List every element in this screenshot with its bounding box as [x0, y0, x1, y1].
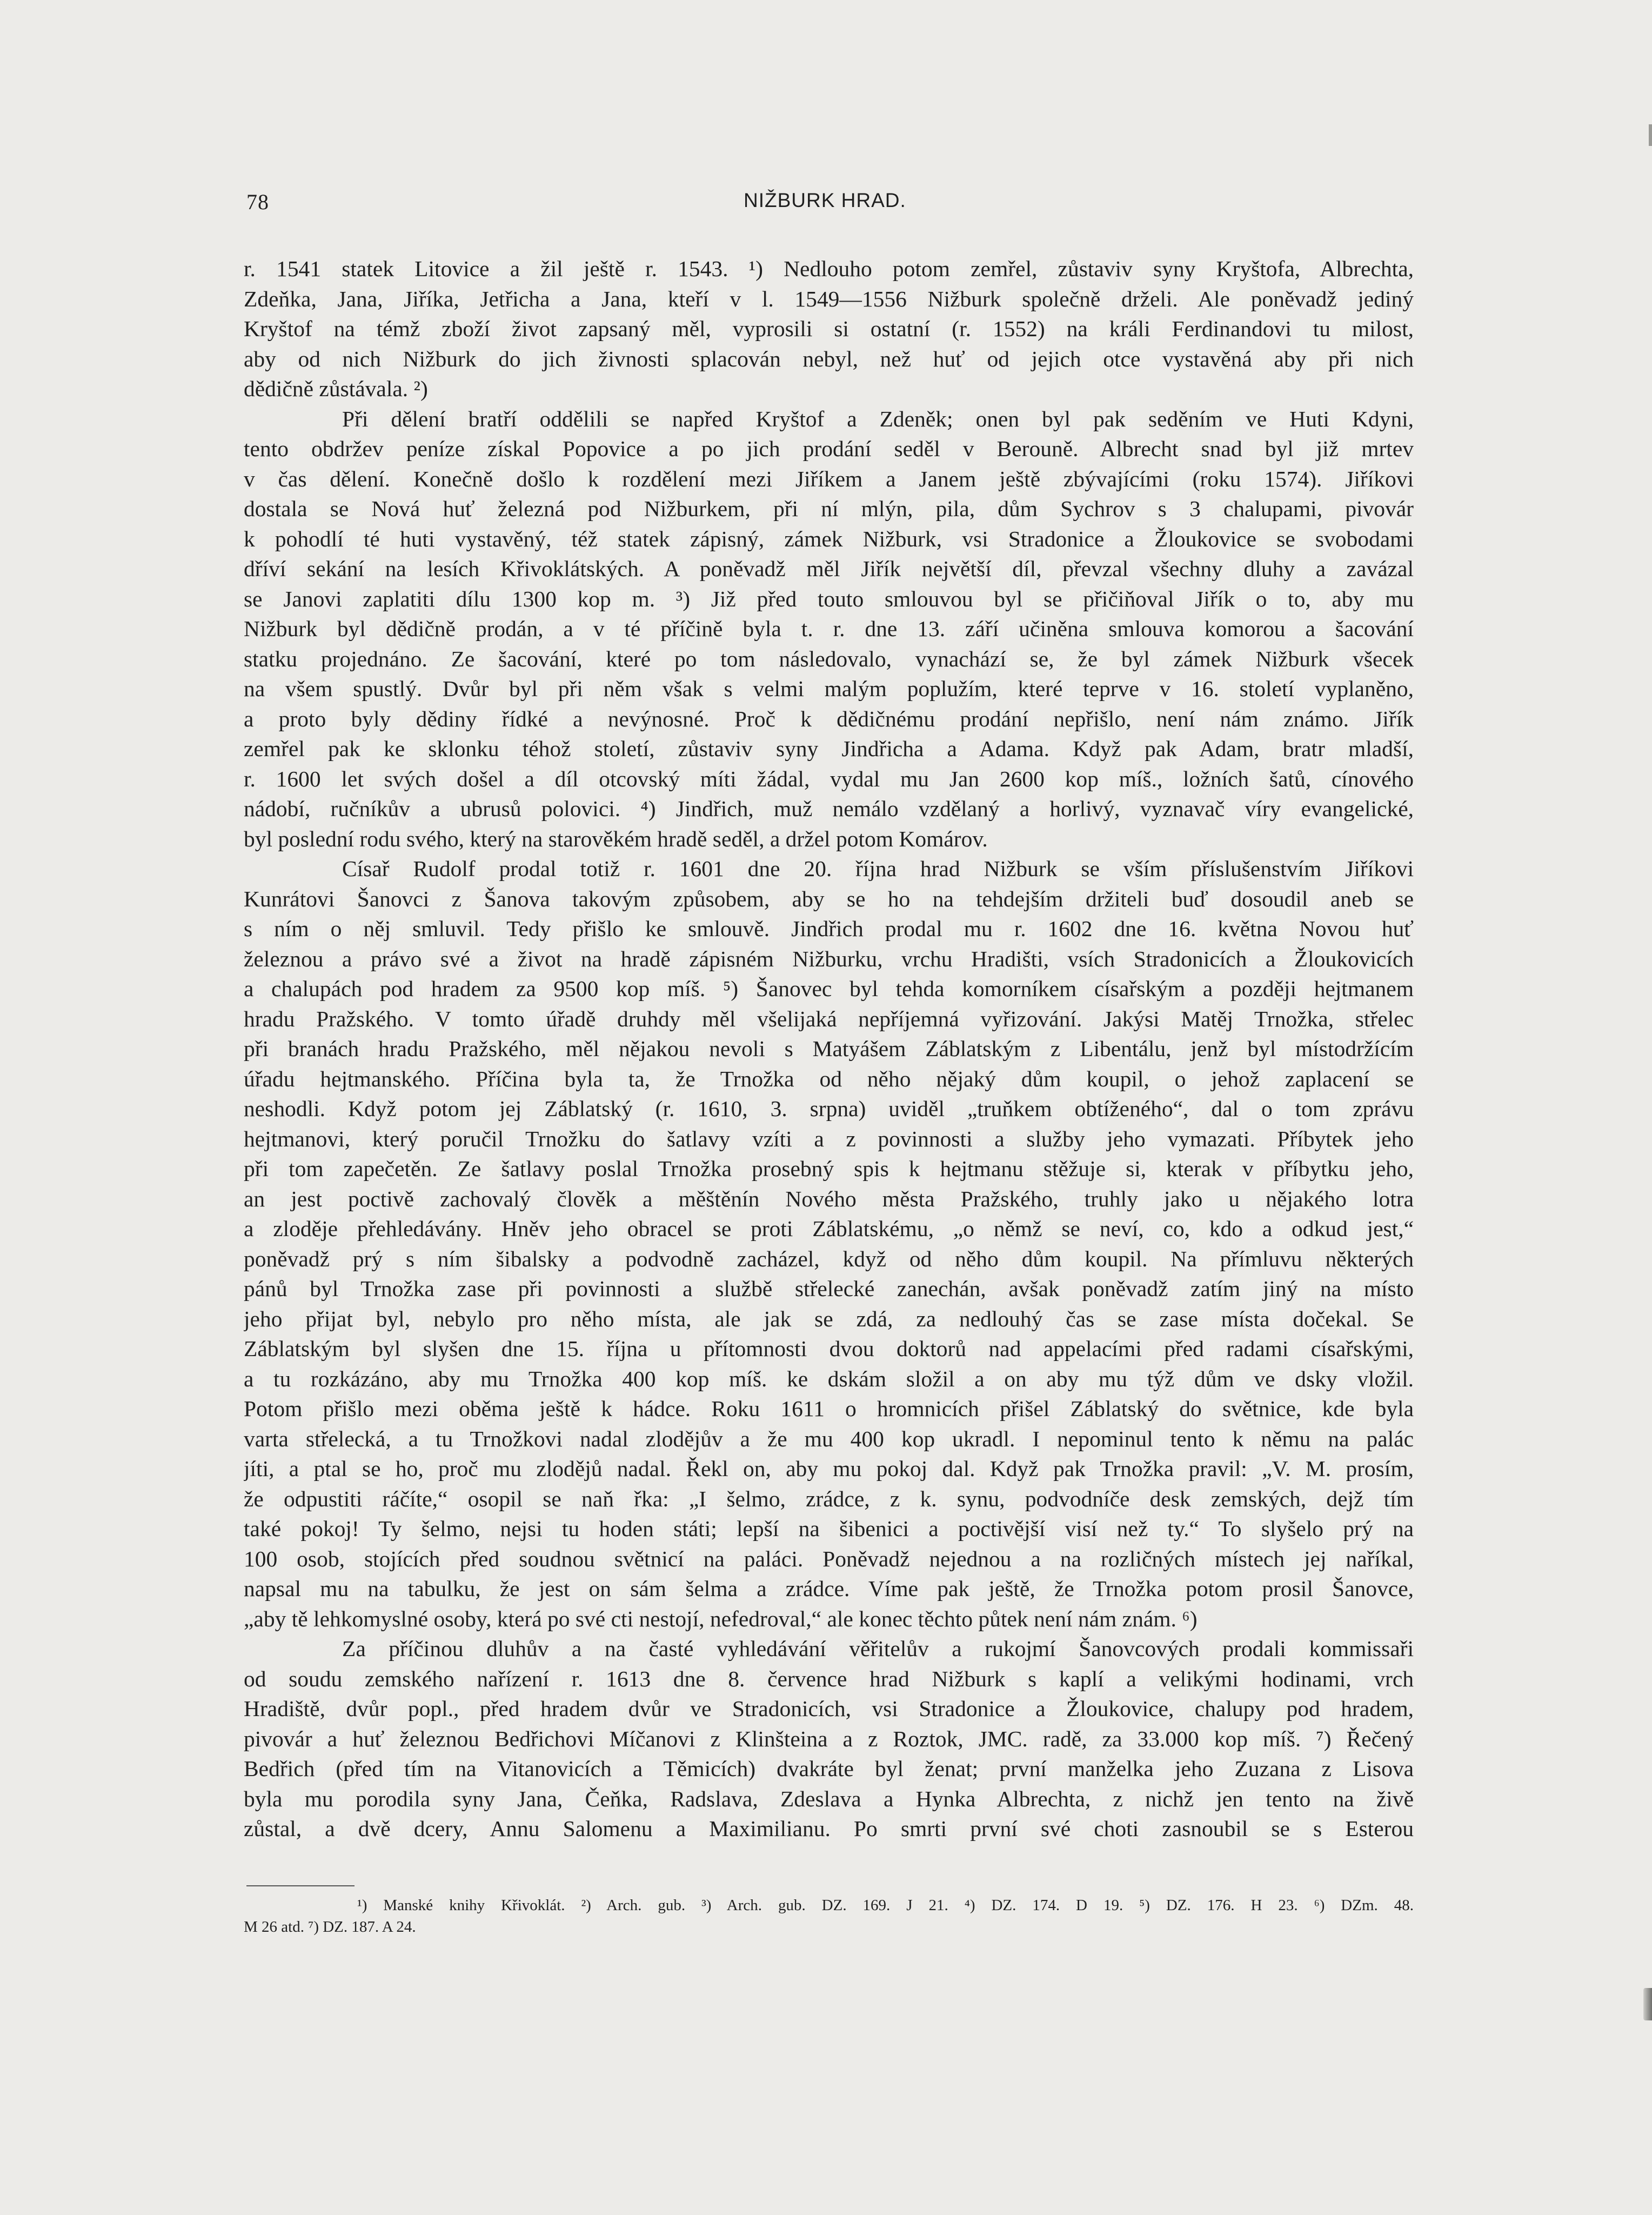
text-line: s ním o něj smluvil. Tedy přišlo ke smlouvě. Jindřich prodal mu r. 1602 dne 16. května Novou huť — [244, 916, 1414, 941]
text-line: pivovár a huť železnou Bedřichovi Míčanovi z Klinšteina a z Roztok, JMC. radě, za 33.000 kop míš. ⁷) Řečený — [244, 1726, 1414, 1751]
text-line: při branách hradu Pražského, měl nějakou nevoli s Matyášem Záblatským z Libentálu, jenž byl místodržícím — [244, 1036, 1414, 1061]
text-line: poněvadž prý s ním šibalsky a podvodně zacházel, když od něho dům koupil. Na přímluvu některých — [244, 1246, 1414, 1271]
text-line: při tom zapečetěn. Ze šatlavy poslal Trnožka prosebný spis k hejtmanu stěžuje si, kterak v příbytku jeho, — [244, 1156, 1414, 1181]
text-line: dostala se Nová huť železná pod Nižburkem, při ní mlýn, pila, dům Sychrov s 3 chalupami, pivovár — [244, 496, 1414, 521]
text-line: napsal mu na tabulku, že jest on sám šelma a zrádce. Víme pak ještě, že Trnožka potom prosil Šanovce, — [244, 1576, 1414, 1601]
text-line: zemřel pak ke sklonku téhož století, zůstaviv syny Jindřicha a Adama. Když pak Adam, bratr mladší, — [244, 736, 1414, 761]
text-line: úřadu hejtmanského. Příčina byla ta, že Trnožka od něho nějaký dům koupil, o jehož zaplacení se — [244, 1066, 1414, 1091]
text-line: na všem spustlý. Dvůr byl při něm však s velmi malým poplužím, které teprve v 16. století vyplaněno, — [244, 676, 1414, 701]
footnote-line: M 26 atd. ⁷) DZ. 187. A 24. — [244, 1918, 416, 1936]
text-line: „aby tě lehkomyslné osoby, která po své cti nestojí, nefedroval,“ ale konec těchto půtek není nám znám. ⁶) — [244, 1606, 1198, 1631]
text-line: byla mu porodila syny Jana, Čeňka, Radslava, Zdeslava a Hynka Albrechta, z nichž jen tento na živě — [244, 1786, 1414, 1811]
text-line: r. 1600 let svých došel a díl otcovský míti žádal, vydal mu Jan 2600 kop míš., ložních šatů, cínového — [244, 766, 1414, 791]
text-line: 100 osob, stojících před soudnou světnicí na paláci. Poněvadž nejednou a na rozličných místech jej naříkal, — [244, 1546, 1414, 1571]
text-line: hradu Pražského. V tomto úřadě druhdy měl všelijaká nepříjemná vyřizování. Jakýsi Matěj Trnožka, střelec — [244, 1006, 1414, 1031]
body-text — [244, 254, 1414, 1844]
text-line: jíti, a ptal se ho, proč mu zlodějů nadal. Řekl on, aby mu pokoj dal. Když pak Trnožka pravil: „V. M. prosím, — [244, 1456, 1414, 1481]
text-line: dříví sekání na lesích Křivoklátských. A poněvadž měl Jiřík největší díl, převzal všechny dluhy a zavázal — [244, 556, 1414, 581]
text-line: aby od nich Nižburk do jich živnosti splacován nebyl, než huť od jejich otce vystavěná aby při nich — [244, 346, 1414, 371]
text-line: Kunrátovi Šanovci z Šanova takovým způsobem, aby se ho na tehdejším držiteli buď dosoudil aneb se — [244, 886, 1414, 911]
paragraph-start-line: Za příčinou dluhův a na časté vyhledávání věřitelův a rukojmí Šanovcových prodali kommissaři — [342, 1636, 1414, 1661]
text-line: Nižburk byl dědičně prodán, a v té příčině byla t. r. dne 13. září učiněna smlouva komorou a šacování — [244, 616, 1414, 641]
text-line: Bedřich (před tím na Vitanovicích a Těmicích) dvakráte byl ženat; první manželka jeho Zuzana z Lisova — [244, 1756, 1414, 1781]
text-line: Hradiště, dvůr popl., před hradem dvůr ve Stradonicích, vsi Stradonice a Žloukovice, chalupy pod hradem, — [244, 1696, 1414, 1721]
text-line: byl poslední rodu svého, který na starověkém hradě seděl, a držel potom Komárov. — [244, 826, 988, 851]
footnote-divider — [246, 1885, 355, 1886]
text-line: varta střelecká, a tu Trnožkovi nadal zlodějův a že mu 400 kop ukradl. I nepominul tento k němu na palác — [244, 1426, 1414, 1451]
paragraph-start-line: Císař Rudolf prodal totiž r. 1601 dne 20. října hrad Nižburk se vším příslušenstvím Jiříkovi — [342, 856, 1414, 881]
text-line: železnou a právo své a život na hradě zápisném Nižburku, vrchu Hradišti, vsích Stradonicích a Žloukovicích — [244, 946, 1414, 971]
page-header — [246, 189, 933, 222]
text-line: a chalupách pod hradem za 9500 kop míš. ⁵) Šanovec byl tehda komorníkem císařským a později hejtmanem — [244, 976, 1414, 1001]
text-line: neshodli. Když potom jej Záblatský (r. 1610, 3. srpna) uviděl „truňkem obtíženého“, dal o tom zprávu — [244, 1096, 1414, 1121]
text-line: a tu rozkázáno, aby mu Trnožka 400 kop míš. ke dskám složil a on aby mu týž dům ve dsky vložil. — [244, 1366, 1414, 1391]
text-line: pánů byl Trnožka zase při povinnosti a službě střelecké zanechán, avšak poněvadž zatím jiný na místo — [244, 1276, 1414, 1301]
text-line: k pohodlí té huti vystavěný, též statek zápisný, zámek Nižburk, vsi Stradonice a Žloukovice se svobodami — [244, 526, 1414, 551]
page-number: 78 — [246, 190, 269, 214]
text-line: Kryštof na témž zboží život zapsaný měl, vyprosili si ostatní (r. 1552) na králi Ferdinandovi tu milost, — [244, 316, 1414, 341]
text-line: dědičně zůstávala. ²) — [244, 376, 428, 401]
text-line: jeho přijat byl, nebylo pro něho místa, ale jak se zdá, za nedlouhý čas se zase místa dočekal. Se — [244, 1306, 1414, 1331]
text-line: Zdeňka, Jana, Jiříka, Jetřicha a Jana, kteří v l. 1549—1556 Nižburk společně drželi. Ale poněvadž jediný — [244, 286, 1414, 311]
text-line: se Janovi zaplatiti dílu 1300 kop m. ³) Již před touto smlouvou byl se přičiňoval Jiřík o to, aby mu — [244, 586, 1414, 611]
footnotes — [244, 1894, 1414, 1938]
text-line: an jest poctivě zachovalý člověk a měštěnín Nového města Pražského, truhly jako u nějakého lotra — [244, 1186, 1414, 1211]
scan-corner-mark — [1643, 1988, 1652, 2020]
text-line: zůstal, a dvě dcery, Annu Salomenu a Maximilianu. Po smrti první své choti zasnoubil se s Esterou — [244, 1816, 1414, 1841]
text-line: hejtmanovi, který poručil Trnožku do šatlavy vzíti a z povinnosti a služby jeho vymazati. Příbytek jeho — [244, 1126, 1414, 1151]
running-title: NIŽBURK HRAD. — [744, 189, 906, 211]
text-line: od soudu zemského nařízení r. 1613 dne 8. července hrad Nižburk s kaplí a velikými hodinami, vrch — [244, 1666, 1414, 1691]
text-line: v čas dělení. Konečně došlo k rozdělení mezi Jiříkem a Janem ještě zbývajícími (roku 1574). Jiříkovi — [244, 466, 1414, 491]
text-line: r. 1541 statek Litovice a žil ještě r. 1543. ¹) Nedlouho potom zemřel, zůstaviv syny Kryštofa, Albrechta, — [244, 256, 1414, 281]
text-line: a zloděje přehledávány. Hněv jeho obracel se proti Záblatskému, „o němž se neví, co, kdo a odkud jest,“ — [244, 1216, 1414, 1241]
paragraph-start-line: Při dělení bratří oddělili se napřed Kryštof a Zdeněk; onen byl pak seděním ve Huti Kdyni, — [342, 406, 1414, 431]
text-line: tento obdržev peníze získal Popovice a po jich prodání seděl v Berouně. Albrecht snad byl již mrtev — [244, 436, 1414, 461]
footnote-line: ¹) Manské knihy Křivoklát. ²) Arch. gub. ³) Arch. gub. DZ. 169. J 21. ⁴) DZ. 174. D 19. ⁵) DZ. 176. H 23. ⁶) DZm. 48. — [357, 1897, 1414, 1914]
text-line: že odpustiti ráčíte,“ osopil se naň řka: „I šelmo, zrádce, z k. synu, podvodníče desk zemských, dejž tím — [244, 1486, 1414, 1511]
text-line: a proto byly dědiny řídké a nevýnosné. Proč k dědičnému prodání nepřišlo, není nám známo. Jiřík — [244, 706, 1414, 731]
text-line: Potom přišlo mezi oběma ještě k hádce. Roku 1611 o hromnicích přišel Záblatský do světnice, kde byla — [244, 1396, 1414, 1421]
text-line: také pokoj! Ty šelmo, nejsi tu hoden státi; lepší na šibenici a poctivější visí než ty.“ To slyšelo prý na — [244, 1516, 1414, 1541]
text-line: statku projednáno. Ze šacování, které po tom následovalo, vynachází se, že byl zámek Nižburk všecek — [244, 646, 1414, 671]
text-line: Záblatským byl slyšen dne 15. října u přítomnosti dvou doktorů nad appelacími před radami císařskými, — [244, 1336, 1414, 1361]
text-line: nádobí, ručníkův a ubrusů polovici. ⁴) Jindřich, muž nemálo vzdělaný a horlivý, vyznavač víry evangelické, — [244, 796, 1414, 821]
scan-edge-mark — [1649, 124, 1652, 146]
